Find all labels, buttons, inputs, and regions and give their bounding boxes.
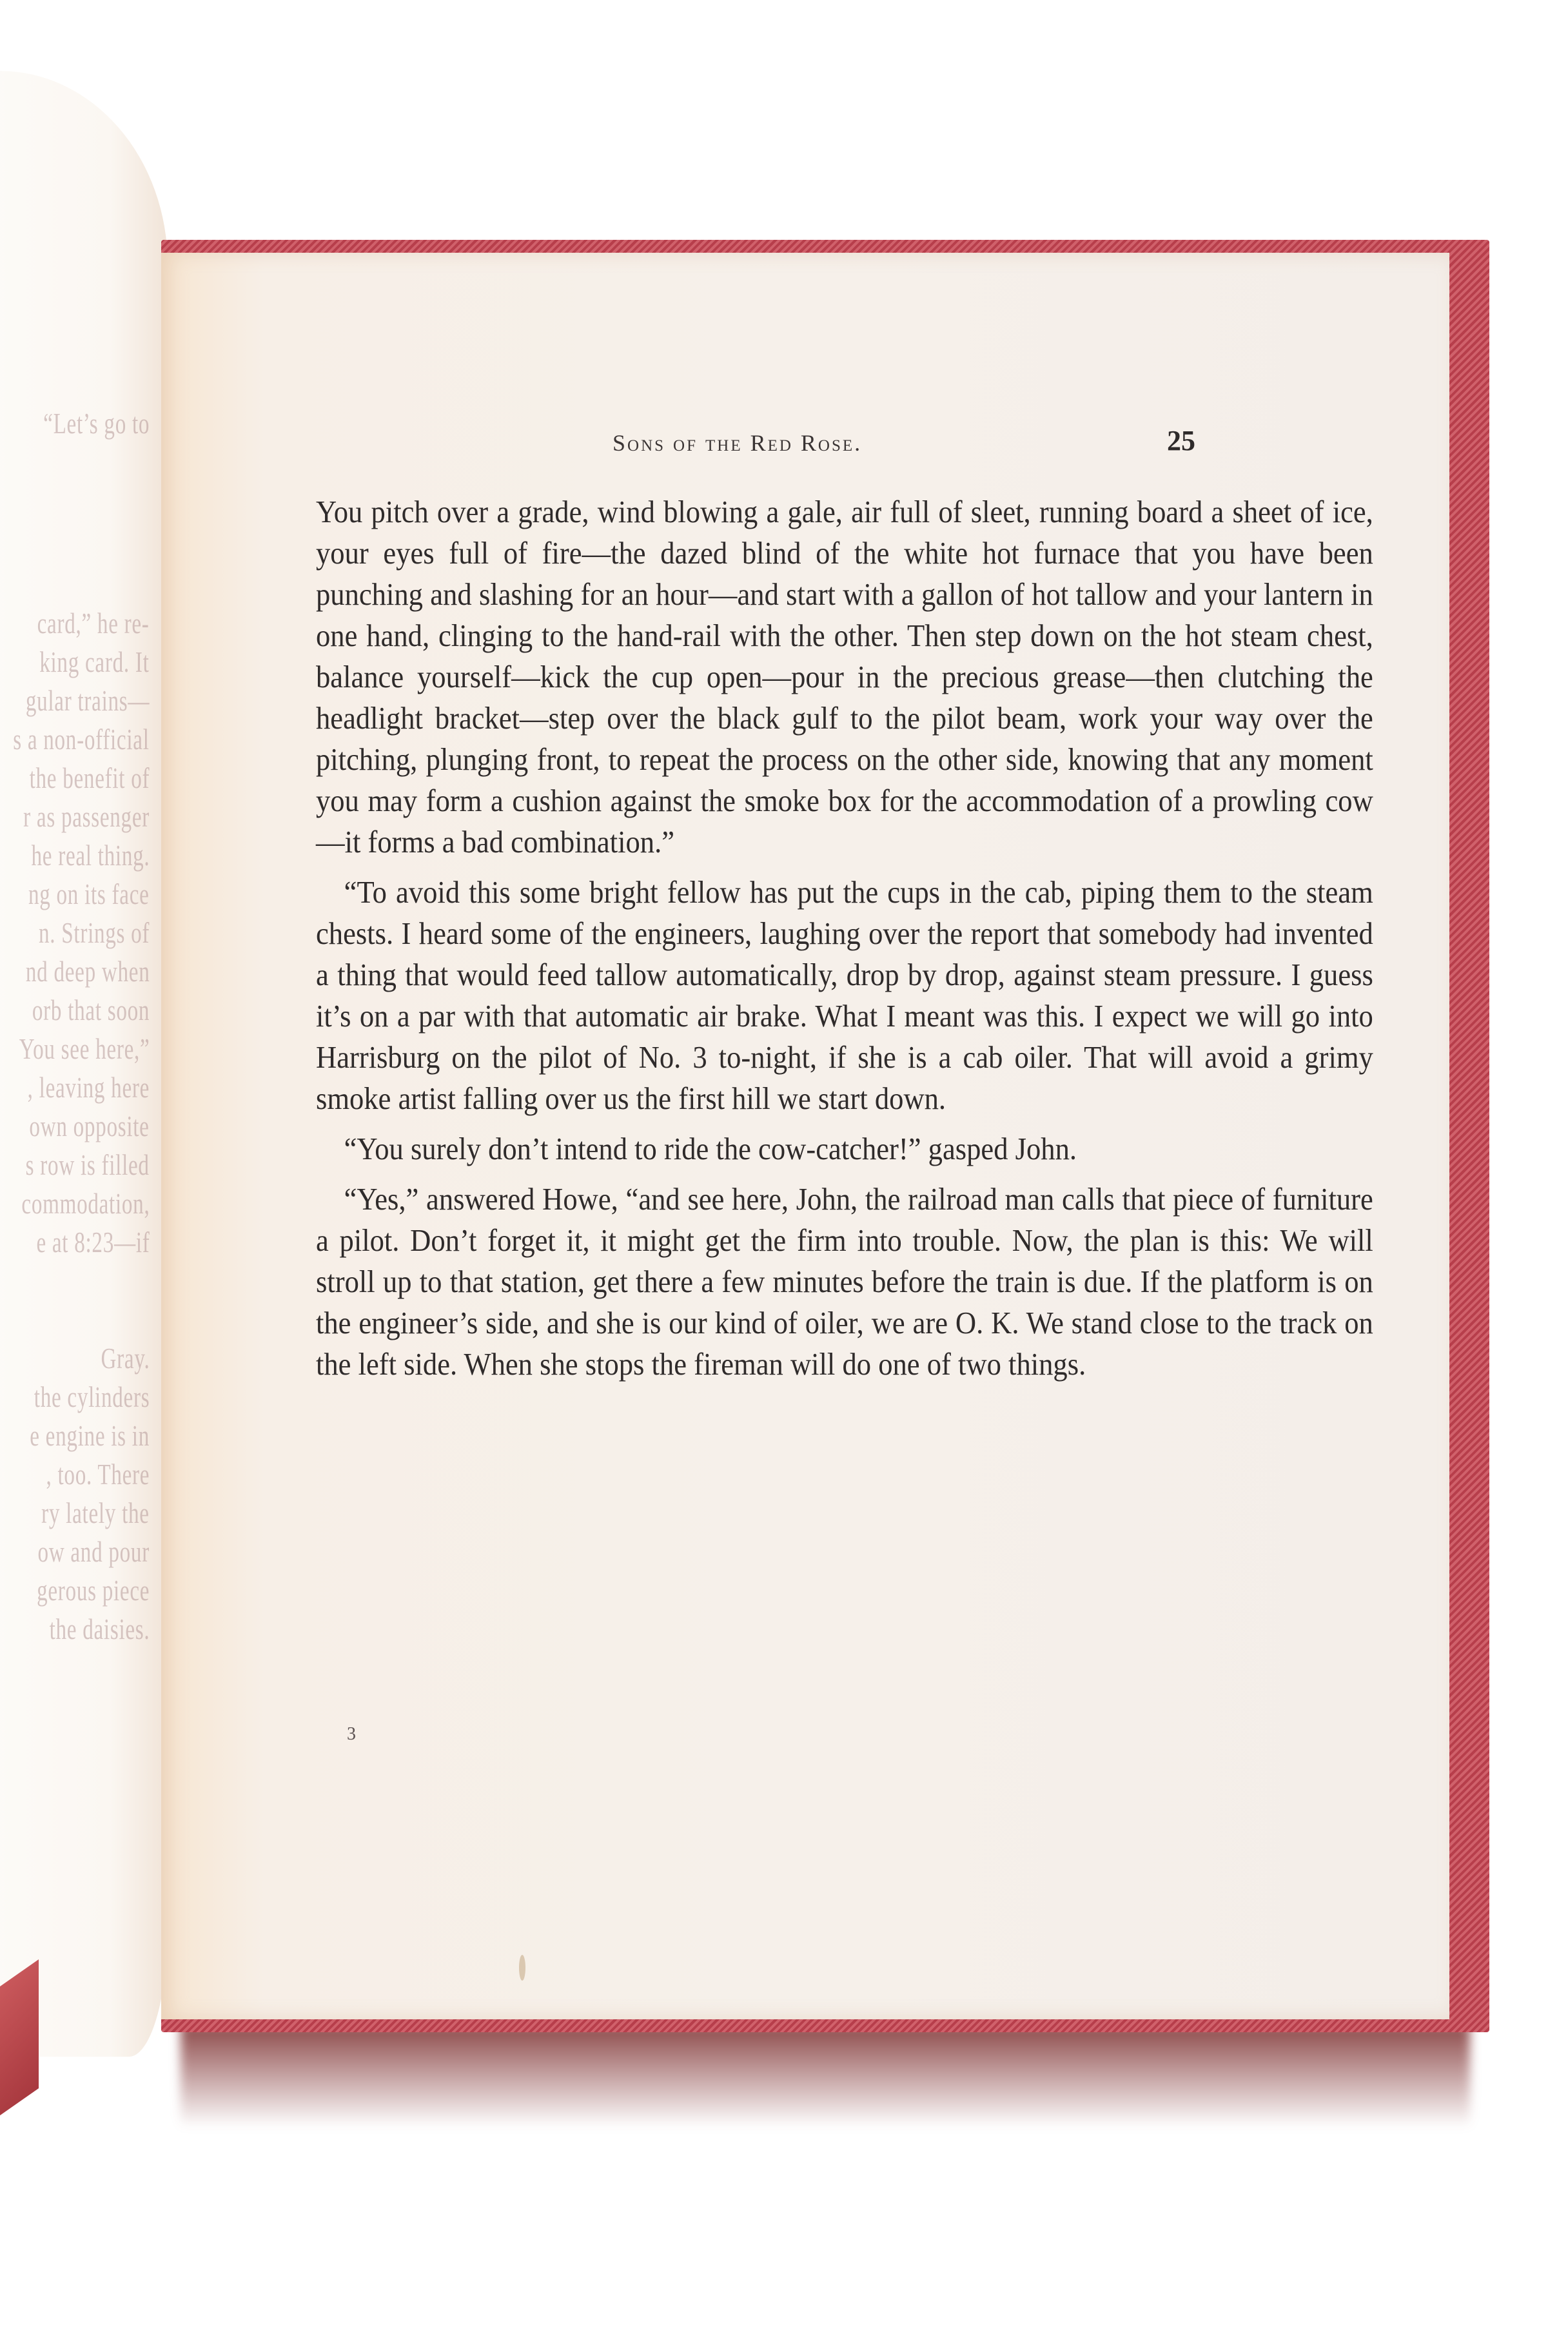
left-page-line: , too. There (46, 1458, 150, 1491)
left-page-line: king card. It (39, 645, 150, 678)
left-page-line: “Let’s go to (43, 407, 150, 440)
page-body (316, 491, 1373, 1394)
left-page-line: n. Strings of (38, 916, 150, 949)
left-page-line: e engine is in (30, 1419, 150, 1452)
left-page-line: orb that soon (32, 994, 150, 1026)
left-page-line: gular trains— (25, 684, 150, 717)
left-page-line: commodation, (21, 1187, 150, 1220)
left-page-line: nd deep when (25, 955, 150, 988)
left-page-line: he real thing. (31, 839, 150, 872)
left-page-line: card,” he re- (37, 607, 150, 640)
paragraph: You pitch over a grade, wind blowing a gale, air full of sleet, running board a sheet of ice, your eyes full of fire—the dazed blind of the white hot furnace that you have been punching and slashing for an hour—and start with a gallon of hot tallow and your lantern in one hand, clinging to the hand-rail with the other. Then step down on the hot steam chest, balance yourself—kick the cup open—pour in the precious grease—then clutching the headlight bracket—step over the black gulf to the pilot beam, work your way over the pitching, plunging front, to repeat the process on the other side, knowing that any moment you may form a cushion against the smoke box for the accommodation of a prowling cow—it forms a bad combination.” (316, 494, 1373, 859)
paragraph: “You surely don’t intend to ride the cow-catcher!” gasped John. (344, 1131, 1077, 1166)
page-number: 25 (1167, 425, 1195, 456)
left-page-line: , leaving here (27, 1071, 150, 1104)
book-shadow (181, 2024, 1470, 2128)
left-page-line: e at 8:23—if (35, 1226, 150, 1259)
left-page-line: r as passenger (23, 800, 150, 833)
left-page-line: s a non-official (13, 723, 150, 756)
right-page (161, 253, 1449, 2019)
left-page-line: Gray. (101, 1342, 150, 1375)
left-page (0, 71, 168, 2057)
signature-mark: 3 (347, 1724, 356, 1744)
left-page-line: s row is filled (25, 1148, 150, 1181)
paragraph: “To avoid this some bright fellow has put the cups in the cab, piping them to the steam chests. I heard some of the engineers, laughing over the report that somebody had invented a thing that would feed tallow automatically, drop by drop, against steam pressure. I guess it’s on a par with that automatic air brake. What I meant was this. I expect we will go into Harrisburg on the pilot of No. 3 to-night, if she is a cab oiler. That will avoid a grimy smoke artist falling over us the first hill we start down. (316, 874, 1373, 1116)
left-page-line: ng on its face (28, 877, 150, 910)
left-cover-edge (0, 1959, 39, 2115)
paper-stain (519, 1955, 525, 1981)
left-page-line: gerous piece (36, 1574, 150, 1607)
running-head: Sons of the Red Rose. (612, 430, 863, 456)
left-page-line: the daisies. (49, 1612, 150, 1645)
left-page-line: You see here,” (19, 1032, 150, 1065)
left-page-line: ow and pour (37, 1535, 150, 1568)
paragraph: “Yes,” answered Howe, “and see here, John, the railroad man calls that piece of furniture a pilot. Don’t forget it, it might get the firm into trouble. Now, the plan is this: We will stroll up to that station, get there a few minutes before the train is due. If the platform is on the engineer’s side, and she is our kind of oiler, we are O. K. We stand close to the track on the left side. When she stops the fireman will do one of two things. (316, 1181, 1373, 1382)
left-page-line: own opposite (29, 1110, 150, 1142)
left-page-line: the benefit of (29, 761, 150, 794)
left-page-line: the cylinders (34, 1380, 150, 1413)
left-page-line: ry lately the (41, 1496, 150, 1529)
